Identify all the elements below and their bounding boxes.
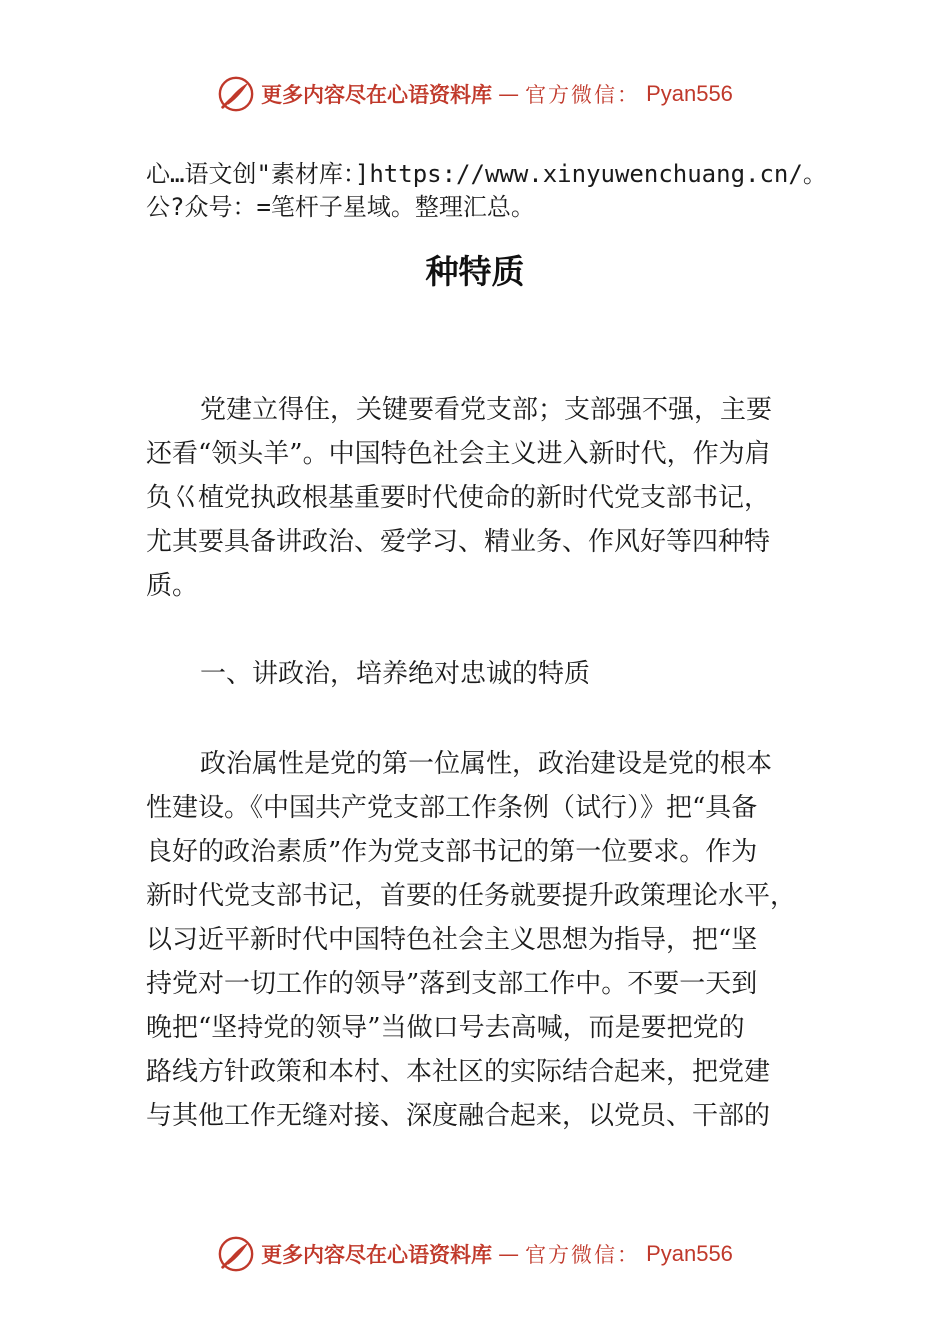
paragraph-intro [146,388,816,608]
section-heading-text: 一、讲政治，培养绝对忠诚的特质 [200,659,591,689]
text-line: 晚把“坚持党的领导”当做口号去高喊，而是要把党的 [146,1013,745,1043]
paragraph-politics [146,742,816,1138]
source-note-line: 公?众号：=笔杆子星域。整理汇总。 [146,193,535,221]
footer-watermark [0,1232,950,1276]
source-note-line: 心…语文创"素材库：]https://www.xinyuwenchuang.cn/。 [146,160,827,188]
watermark-label: 官方微信： [525,1243,641,1267]
text-line: 性建设。《中国共产党支部工作条例（试行）》把“具备 [146,793,758,823]
text-line: 路线方针政策和本村、本社区的实际结合起来，把党建 [146,1057,771,1087]
text-line: 尤其要具备讲政治、爱学习、精业务、作风好等四种特 [146,527,771,557]
watermark-label: 官方微信： [525,83,641,107]
page-title: 种特质 [425,252,525,291]
watermark-wechat-id: Pyan556 [646,81,733,106]
text-line: 持党对一切工作的领导”落到支部工作中。不要一天到 [146,969,758,999]
text-line: 以习近平新时代中国特色社会主义思想为指导，把“坚 [146,925,758,955]
text-line: 政治属性是党的第一位属性，政治建设是党的根本 [200,749,773,779]
text-line: 还看“领头羊”。中国特色社会主义进入新时代，作为肩 [146,439,771,469]
watermark-wechat-id: Pyan556 [646,1241,733,1266]
watermark-separator: — [498,1242,520,1266]
text-line: 与其他工作无缝对接、深度融合起来，以党员、干部的 [146,1101,771,1131]
text-line: 良好的政治素质”作为党支部书记的第一位要求。作为 [146,837,758,867]
quill-pen-logo-icon [217,1235,255,1273]
watermark-main-text: 更多内容尽在心语资料库 [261,1242,493,1267]
text-line: 质。 [146,571,199,601]
text-line: 党建立得住，关键要看党支部；支部强不强，主要 [200,395,773,425]
watermark-separator: — [498,82,520,106]
source-note [146,158,866,224]
section-heading [146,652,816,696]
quill-pen-logo-icon [217,75,255,113]
watermark-main-text: 更多内容尽在心语资料库 [261,82,493,107]
text-line: 负巜植党执政根基重要时代使命的新时代党支部书记， [146,483,771,513]
header-watermark [0,72,950,116]
text-line: 新时代党支部书记，首要的任务就要提升政策理论水平， [146,881,797,911]
